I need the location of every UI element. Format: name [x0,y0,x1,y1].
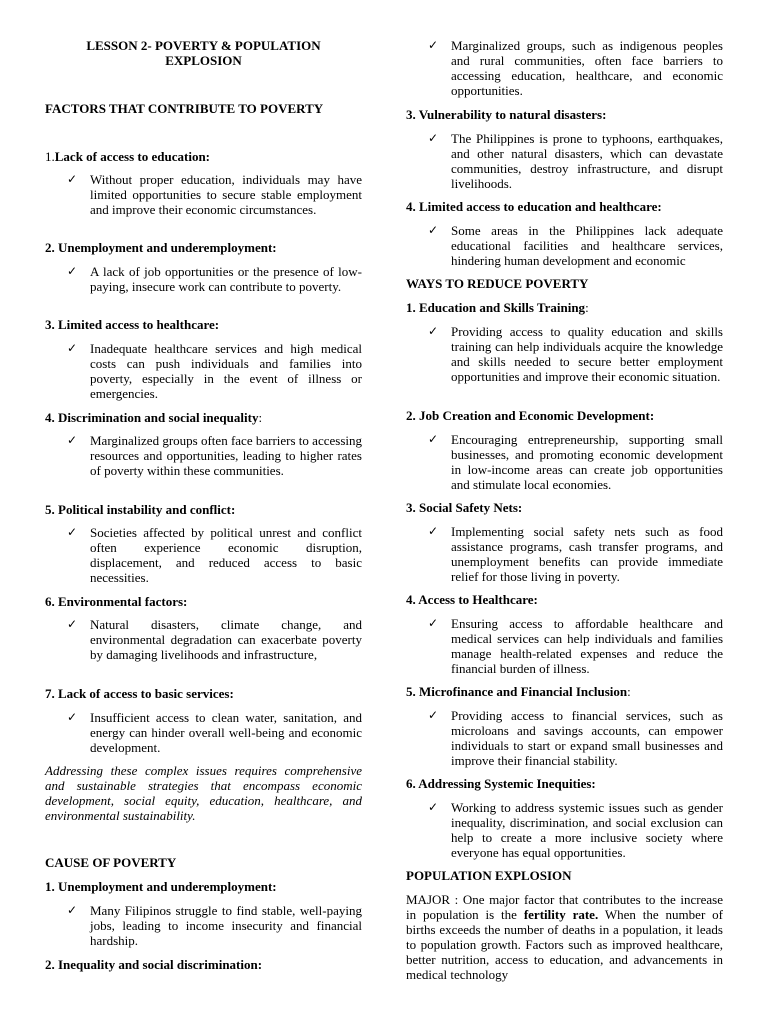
factors-closing-text: Addressing these complex issues requires comprehensive and sustainable strategies that encompass economic development, social equity, education, healthcare, and environmental sustainability. [45,763,362,823]
cause-2-heading: 2. Inequality and social discrimination: [45,957,263,972]
factor-4-text: Marginalized groups often face barriers to accessing resources and opportunities, leading to higher rates of poverty within these communities. [90,433,362,478]
ways-heading: WAYS TO REDUCE POVERTY [406,276,589,291]
page-title-line1: LESSON 2- POVERTY & POPULATION [86,38,321,53]
cause-1-heading: 1. Unemployment and underemployment: [45,879,277,894]
checkmark-icon: ✓ [67,264,78,278]
cause-4-heading: 4. Limited access to education and healthcare: [406,199,662,214]
population-text-start: MAJOR : One major factor that contributes to the increase in population is the [406,892,723,922]
way-5-colon: : [627,684,631,699]
checkmark-icon: ✓ [428,800,439,814]
factor-5-heading: 5. Political instability and conflict: [45,502,236,517]
checkmark-icon: ✓ [67,525,78,539]
checkmark-icon: ✓ [67,341,78,355]
checkmark-icon: ✓ [428,616,439,630]
way-4-heading: 4. Access to Healthcare: [406,592,538,607]
population-text-end: When the number of births exceeds the number of deaths in a population, it leads to population growth. Factors such as improved healthcare, better nutrition, access to education, and advancements in medical technology [406,907,723,982]
page-title-line2: EXPLOSION [165,53,242,68]
way-3-text: Implementing social safety nets such as food assistance programs, cash transfer programs, and unemployment benefits can provide immediate relief for those living in poverty. [451,524,723,584]
way-6-text: Working to address systemic issues such as gender inequality, discrimination, and social exclusion can help to create a more inclusive society where everyone has equal opportunities. [451,800,723,860]
factor-1-heading [45,149,362,164]
factor-6-text: Natural disasters, climate change, and environmental degradation can exacerbate poverty by damaging livelihoods and infrastructure, [90,617,362,662]
factor-1-number: 1. [45,149,55,164]
causes-heading: CAUSE OF POVERTY [45,855,177,870]
cause-2-text: Marginalized groups, such as indigenous peoples and rural communities, often face barriers to accessing education, healthcare, and economic opportunities. [451,38,723,98]
way-1-colon: : [585,300,589,315]
checkmark-icon: ✓ [428,223,439,237]
checkmark-icon: ✓ [428,324,439,338]
checkmark-icon: ✓ [428,432,439,446]
population-heading: POPULATION EXPLOSION [406,868,572,883]
checkmark-icon: ✓ [428,131,439,145]
way-4-text: Ensuring access to affordable healthcare and medical services can help individuals and families manage health-related expenses and reduce the financial burden of illness. [451,616,723,676]
factor-2-text: A lack of job opportunities or the presence of low- paying, insecure work can contribute to poverty. [90,264,362,294]
factor-1-title: Lack of access to education: [54,149,211,164]
factor-4-title: 4. Discrimination and social inequality [45,410,259,425]
way-1-text: Providing access to quality education and skills training can help individuals acquire the knowledge and skills needed to secure better employment opportunities and improve their economic situation. [451,324,723,384]
way-6-heading: 6. Addressing Systemic Inequities: [406,776,596,791]
factor-6-heading: 6. Environmental factors: [45,594,188,609]
cause-1-text: Many Filipinos struggle to find stable, well-paying jobs, leading to income insecurity and financial hardship. [90,903,362,948]
checkmark-icon: ✓ [428,524,439,538]
way-1-heading [406,300,723,315]
checkmark-icon: ✓ [428,708,439,722]
way-2-text: Encouraging entrepreneurship, supporting small businesses, and promoting economic development in low-income areas can create job opportunities and stimulate local economies. [451,432,723,492]
factor-5-text: Societies affected by political unrest and conflict often experience economic disruption, displacement, and reduced access to basic necessities. [90,525,362,585]
population-paragraph [406,892,723,982]
factor-7-heading: 7. Lack of access to basic services: [45,686,234,701]
page-title [45,38,362,68]
factor-4-colon: : [258,410,263,425]
checkmark-icon: ✓ [67,710,78,724]
fertility-rate-term: fertility rate. [523,907,599,922]
cause-3-heading: 3. Vulnerability to natural disasters: [406,107,607,122]
checkmark-icon: ✓ [67,172,78,186]
checkmark-icon: ✓ [428,38,439,52]
way-1-title: 1. Education and Skills Training [406,300,586,315]
factor-2-heading: 2. Unemployment and underemployment: [45,240,277,255]
factor-3-text: Inadequate healthcare services and high medical costs can push individuals and families into poverty, especially in the event of illness or emergencies. [90,341,362,401]
way-5-heading [406,684,723,699]
cause-3-text: The Philippines is prone to typhoons, earthquakes, and other natural disasters, which can devastate communities, destroy infrastructure, and disrupt livelihoods. [451,131,723,191]
factors-heading: FACTORS THAT CONTRIBUTE TO POVERTY [45,101,324,116]
factor-3-heading: 3. Limited access to healthcare: [45,317,220,332]
factor-7-text: Insufficient access to clean water, sanitation, and energy can hinder overall well-being and economic development. [90,710,362,755]
way-3-heading: 3. Social Safety Nets: [406,500,523,515]
way-2-heading: 2. Job Creation and Economic Development: [406,408,655,423]
factor-4-heading [45,410,362,425]
checkmark-icon: ✓ [67,903,78,917]
way-5-text: Providing access to financial services, such as microloans and savings accounts, can empower individuals to start or expand small businesses and improve their financial stability. [451,708,723,768]
cause-4-text: Some areas in the Philippines lack adequate educational facilities and healthcare services, hindering human development and economic [451,223,723,268]
factor-1-text: Without proper education, individuals may have limited opportunities to secure stable employment and improve their economic circumstances. [90,172,362,217]
way-5-title: 5. Microfinance and Financial Inclusion [406,684,628,699]
checkmark-icon: ✓ [67,617,78,631]
checkmark-icon: ✓ [67,433,78,447]
